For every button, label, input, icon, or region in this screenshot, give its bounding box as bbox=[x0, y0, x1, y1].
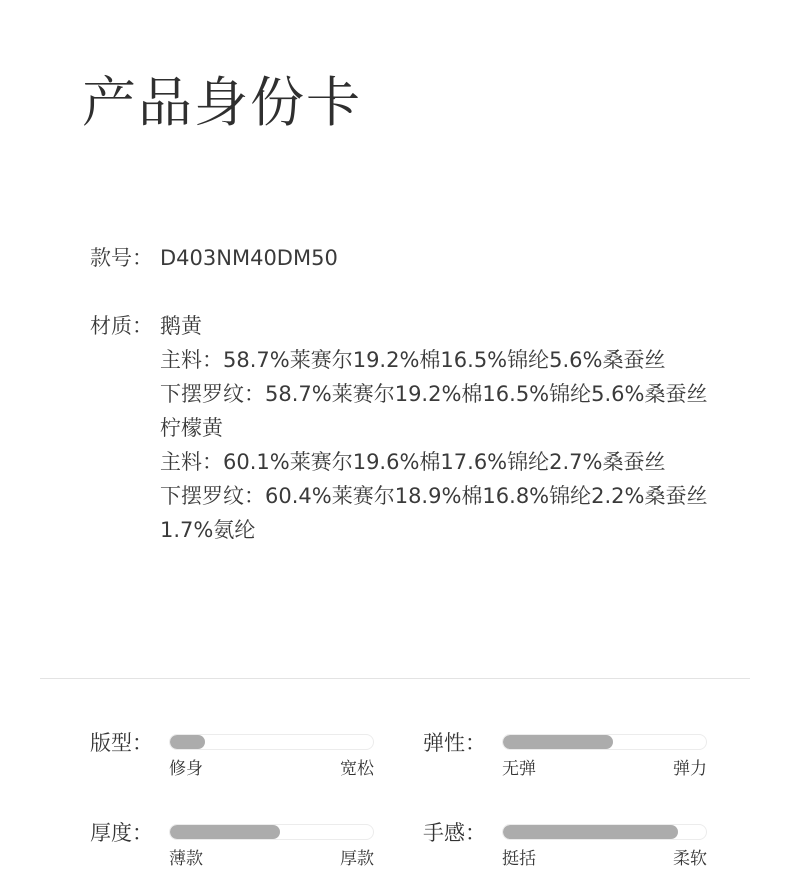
material-line: 主料：58.7%莱赛尔19.2%棉16.5%锦纶5.6%桑蚕丝 bbox=[160, 348, 666, 372]
material-row bbox=[90, 309, 708, 343]
attribute-scale-track bbox=[502, 824, 707, 840]
style-number-section bbox=[90, 241, 338, 275]
style-number-label: 款号： bbox=[90, 246, 153, 270]
attribute-label: 版型： bbox=[90, 731, 153, 755]
attribute-max-label: 柔软 bbox=[673, 849, 707, 869]
style-number-value: D403NM40DM50 bbox=[160, 246, 338, 270]
material-line: 主料：60.1%莱赛尔19.6%棉17.6%锦纶2.7%桑蚕丝 bbox=[160, 450, 666, 474]
attribute-scale-track bbox=[502, 734, 707, 750]
attribute-label: 厚度： bbox=[90, 821, 153, 845]
attribute-min-label: 挺括 bbox=[502, 849, 536, 869]
attribute-max-label: 宽松 bbox=[340, 759, 374, 779]
attribute-label: 手感： bbox=[423, 821, 486, 845]
attribute-max-label: 厚款 bbox=[340, 849, 374, 869]
attribute-min-label: 无弹 bbox=[502, 759, 536, 779]
attribute-scale-fill bbox=[170, 825, 280, 839]
attribute-scale-fill bbox=[170, 735, 205, 749]
attribute-scale-fill bbox=[503, 825, 678, 839]
attribute-label: 弹性： bbox=[423, 731, 486, 755]
material-line: 鹅黄 bbox=[160, 314, 202, 338]
attribute-scale-track bbox=[169, 824, 374, 840]
attribute-max-label: 弹力 bbox=[673, 759, 707, 779]
material-section bbox=[90, 309, 708, 547]
material-line: 下摆罗纹：58.7%莱赛尔19.2%棉16.5%锦纶5.6%桑蚕丝 bbox=[160, 382, 708, 406]
material-line: 下摆罗纹：60.4%莱赛尔18.9%棉16.8%锦纶2.2%桑蚕丝 bbox=[160, 484, 708, 508]
material-label: 材质： bbox=[90, 314, 153, 338]
page-title: 产品身份卡 bbox=[82, 71, 362, 134]
attribute-min-label: 修身 bbox=[169, 759, 203, 779]
attribute-scale-fill bbox=[503, 735, 613, 749]
material-line: 1.7%氨纶 bbox=[160, 518, 256, 542]
attribute-scale-track bbox=[169, 734, 374, 750]
attribute-min-label: 薄款 bbox=[169, 849, 203, 869]
material-line: 柠檬黄 bbox=[160, 416, 223, 440]
style-number-row bbox=[90, 241, 338, 275]
section-divider bbox=[40, 678, 750, 679]
